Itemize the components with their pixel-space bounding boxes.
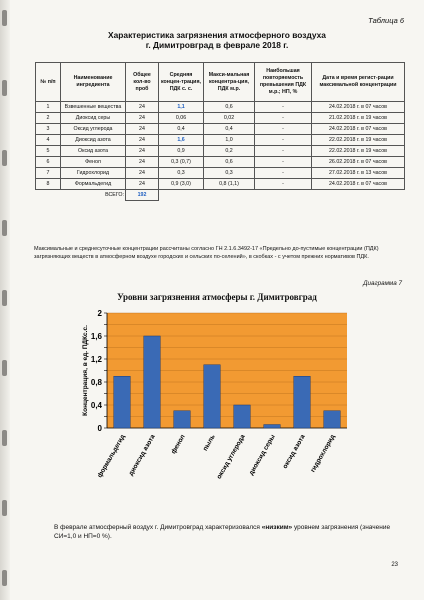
col-header-n: № п/п (36, 63, 61, 102)
x-tick-label: пыль (201, 433, 217, 453)
chart-bar (204, 365, 221, 428)
table-cell-max: 1,0 (204, 135, 255, 146)
y-tick-label: 0,8 (90, 378, 102, 387)
y-tick-label: 0,4 (90, 401, 102, 410)
title-line-1: Характеристика загрязнения атмосферного воздуха (108, 30, 326, 40)
summary-text-bold: «низким» (261, 524, 293, 531)
table-body (36, 102, 405, 201)
table-cell-n: 3 (36, 124, 61, 135)
summary-paragraph (54, 523, 404, 541)
summary-text-start: В феврале атмосферный воздух г. Димитровград характеризовался (54, 524, 262, 531)
chart-bar (294, 376, 311, 428)
col-header-date: Дата и время регист-рации максимальной концентрации (312, 63, 405, 102)
table-cell-avg: 1,6 (159, 135, 204, 146)
table-cell-max: 0,3 (204, 168, 255, 179)
table-row (36, 179, 405, 190)
table-cell-np: - (255, 124, 312, 135)
table-cell-name: Взвешенные вещества (61, 102, 126, 113)
table-row (36, 146, 405, 157)
table-cell-np: - (255, 146, 312, 157)
x-tick-label: гидрохлорид (309, 433, 337, 474)
table-cell-count: 24 (126, 146, 159, 157)
table-cell-max: 0,8 (1,1) (204, 179, 255, 190)
table-cell-n: 6 (36, 157, 61, 168)
y-axis-label: Концентрация, в ед. ПДКс.с. (82, 325, 89, 416)
table-cell-max: 0,4 (204, 124, 255, 135)
x-tick-label: фенол (170, 433, 187, 456)
table-cell-date: 21.02.2018 г. в 19 часов (312, 113, 405, 124)
table-row (36, 124, 405, 135)
chart-container (67, 305, 397, 505)
table-cell-avg: 0,9 (3,0) (159, 179, 204, 190)
y-tick-label: 2 (97, 309, 102, 318)
col-header-name: Наименование ингредиента (61, 63, 126, 102)
chart-title: Уровни загрязнения атмосферы г. Димитровград (117, 292, 317, 302)
table-cell-n: 2 (36, 113, 61, 124)
table-cell-count: 24 (126, 168, 159, 179)
table-header-row (36, 63, 405, 102)
page-number: 23 (391, 562, 398, 568)
table-cell-np: - (255, 102, 312, 113)
binder-hole (2, 360, 7, 376)
title-line-2: г. Димитровград в феврале 2018 г. (145, 40, 289, 50)
binder-hole (2, 10, 7, 26)
x-tick-label: формальдегид (96, 433, 127, 480)
table-cell-count: 24 (126, 124, 159, 135)
chart-bar (144, 336, 161, 428)
col-header-np: Наибольшая повторяемость превышения ПДК м.р.; НП, % (255, 63, 312, 102)
table-total-row (36, 190, 405, 201)
table-cell-np: - (255, 113, 312, 124)
table-row (36, 168, 405, 179)
table-cell-date: 22.02.2018 г. в 19 часов (312, 135, 405, 146)
y-tick-label: 1,6 (90, 332, 102, 341)
table-cell-count: 24 (126, 113, 159, 124)
pollution-table (35, 62, 405, 201)
col-header-avg: Средняя концен-трация, ПДК с. с. (159, 63, 204, 102)
binder-hole (2, 570, 7, 586)
table-cell-avg: 0,9 (159, 146, 204, 157)
table-cell-name: Диоксид серы (61, 113, 126, 124)
table-cell-np: - (255, 168, 312, 179)
col-header-count: Общее кол-во проб (126, 63, 159, 102)
table-row (36, 102, 405, 113)
table-cell-avg: 0,3 (0,7) (159, 157, 204, 168)
document-page (12, 0, 422, 600)
y-tick-label: 1,2 (90, 355, 102, 364)
table-cell-n: 5 (36, 146, 61, 157)
table-cell-np: - (255, 157, 312, 168)
chart-bar (174, 411, 191, 428)
binder-hole (2, 500, 7, 516)
chart-bar (114, 376, 131, 428)
total-empty (159, 190, 405, 201)
table-cell-name: Формальдегид (61, 179, 126, 190)
table-cell-date: 24.02.2018 г. в 07 часов (312, 102, 405, 113)
table-cell-avg: 1,1 (159, 102, 204, 113)
table-row (36, 135, 405, 146)
table-cell-date: 24.02.2018 г. в 07 часов (312, 179, 405, 190)
table-row (36, 113, 405, 124)
table-cell-n: 8 (36, 179, 61, 190)
table-cell-date: 22.02.2018 г. в 19 часов (312, 146, 405, 157)
table-cell-max: 0,6 (204, 102, 255, 113)
table-cell-name: Оксид углерода (61, 124, 126, 135)
table-cell-name: Гидрохлорид (61, 168, 126, 179)
table-cell-max: 0,6 (204, 157, 255, 168)
table-cell-max: 0,02 (204, 113, 255, 124)
table-cell-date: 26.02.2018 г. в 07 часов (312, 157, 405, 168)
table-cell-avg: 0,3 (159, 168, 204, 179)
x-tick-label: оксид азота (281, 433, 307, 470)
summary-text-end: уровнем загрязнения (значение СИ=1,0 и НП=0 %). (54, 524, 391, 540)
table-cell-count: 24 (126, 179, 159, 190)
page-title (12, 30, 422, 50)
x-tick-label: оксид углерода (215, 433, 247, 481)
table-cell-np: - (255, 179, 312, 190)
table-cell-avg: 0,06 (159, 113, 204, 124)
diagram-tag: Диаграмма 7 (363, 280, 402, 287)
table-cell-date: 27.02.2018 г. в 13 часов (312, 168, 405, 179)
chart-bar (264, 425, 281, 428)
table-cell-n: 7 (36, 168, 61, 179)
table-cell-np: - (255, 135, 312, 146)
y-tick-label: 0 (97, 424, 102, 433)
chart-bar (324, 411, 341, 428)
bar-chart (67, 305, 397, 505)
col-header-max: Макси-мальная концентра-ция, ПДК м.р. (204, 63, 255, 102)
table-cell-count: 24 (126, 135, 159, 146)
chart-bar (234, 405, 251, 428)
table-tag: Таблица 6 (368, 16, 404, 25)
x-tick-label: диоксид азота (127, 433, 157, 477)
table-cell-name: Диоксид азота (61, 135, 126, 146)
total-value: 192 (126, 190, 159, 201)
table-cell-date: 24.02.2018 г. в 07 часов (312, 124, 405, 135)
table-row (36, 157, 405, 168)
table-cell-name: Фенол (61, 157, 126, 168)
binder-hole (2, 80, 7, 96)
table-cell-count: 24 (126, 157, 159, 168)
binder-strip (0, 0, 10, 600)
binder-hole (2, 220, 7, 236)
table-cell-n: 1 (36, 102, 61, 113)
table-cell-count: 24 (126, 102, 159, 113)
binder-hole (2, 430, 7, 446)
x-tick-label: диоксид серы (247, 433, 277, 477)
binder-hole (2, 290, 7, 306)
table-cell-n: 4 (36, 135, 61, 146)
table-cell-max: 0,2 (204, 146, 255, 157)
total-label: ВСЕГО: (105, 192, 124, 199)
footnote: Максимальные и среднесуточные концентрации рассчитаны согласно ГН 2.1.6.3492-17 «Предельно до-пустимые концентрации (ПДК) загрязняющих веществ в атмосферном воздухе городских и сельских по-селений», в скобках - с учетом прежних нормативов ПДК. (34, 246, 379, 260)
binder-hole (2, 150, 7, 166)
table-cell-avg: 0,4 (159, 124, 204, 135)
table-cell-name: Оксид азота (61, 146, 126, 157)
